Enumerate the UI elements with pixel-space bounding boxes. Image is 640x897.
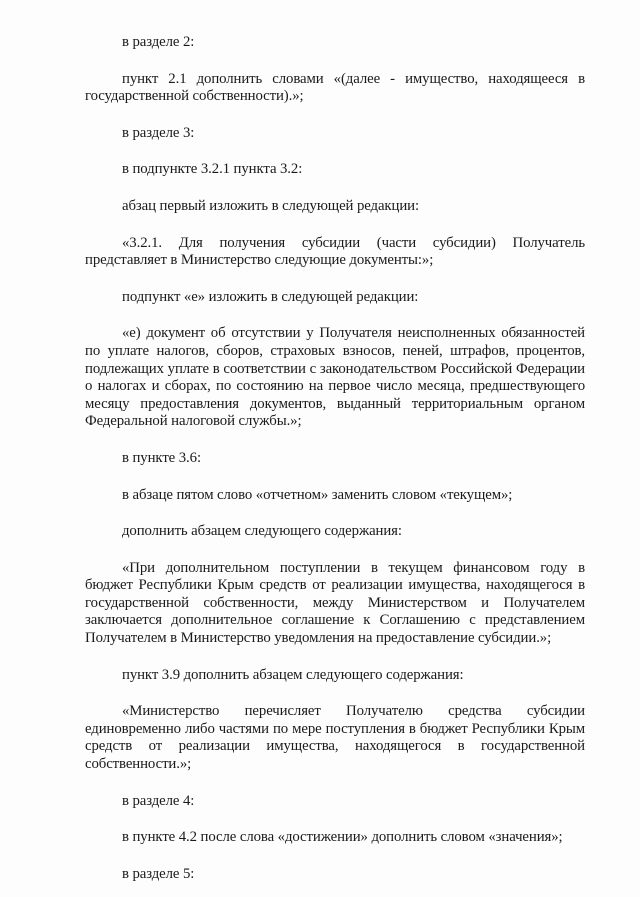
paragraph-section-3: в разделе 3:: [122, 124, 195, 141]
paragraph-section-2: в разделе 2:: [122, 34, 195, 50]
paragraph-point-3-6: в пункте 3.6:: [122, 449, 201, 466]
paragraph-point-4-2: в пункте 4.2 после слова «достижении» дополнить словом «значения»;: [122, 829, 563, 846]
paragraph-point-3-9: пункт 3.9 дополнить абзацем следующего содержания:: [122, 666, 464, 683]
paragraph-quote-3-2-1: «3.2.1. Для получения субсидии (части субсидии) Получатель представляет в Министерство следующие документы:»;: [85, 234, 585, 269]
paragraph-add-abzac: дополнить абзацем следующего содержания:: [122, 523, 402, 540]
paragraph-section-4: в разделе 4:: [122, 792, 195, 809]
paragraph-subpoint-3-2-1: в подпункте 3.2.1 пункта 3.2:: [122, 161, 303, 178]
paragraph-quote-ministry: «Министерство перечисляет Получателю средства субсидии единовременно либо частями по мере поступления в бюджет Республики Крым средств от реализации имущества, находящегося в государственной собственности.»;: [85, 703, 585, 773]
paragraph-first-abzac: абзац первый изложить в следующей редакции:: [122, 197, 419, 214]
paragraph-abzac-five: в абзаце пятом слово «отчетном» заменить словом «текущем»;: [122, 486, 513, 503]
paragraph-quote-additional-funds: «При дополнительном поступлении в текущем финансовом году в бюджет Республики Крым средств от реализации имущества, находящегося в государственной собственности, между Министерством и Получателем заключается дополнительное соглашение к Соглашению с представлением Получателем в Министерство уведомления на предоставление субсидии.»;: [85, 559, 585, 647]
paragraph-subpoint-e: подпункт «е» изложить в следующей редакции:: [122, 288, 419, 305]
paragraph-section-5: в разделе 5:: [122, 865, 195, 882]
document-body: [85, 34, 585, 883]
paragraph-point-2-1: пункт 2.1 дополнить словами «(далее - имущество, находящееся в государственной собственности).»;: [85, 70, 585, 105]
paragraph-quote-e: «е) документ об отсутствии у Получателя неисполненных обязанностей по уплате налогов, сборов, страховых взносов, пеней, штрафов, процентов, подлежащих уплате в соответствии с законодательством Российской Федерации о налогах и сборах, по состоянию на первое число месяца, предшествующего месяцу предоставления документов, выданный территориальным органом Федеральной налоговой службы.»;: [85, 325, 585, 430]
